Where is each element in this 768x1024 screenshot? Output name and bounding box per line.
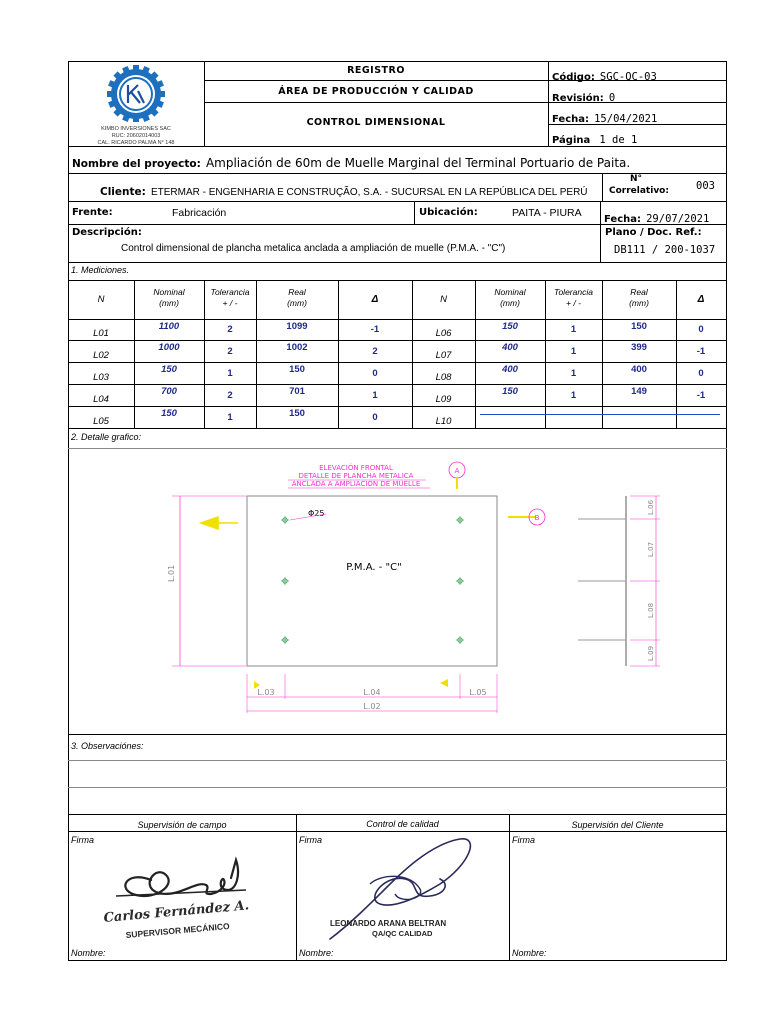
- col-header-n-left: N: [97, 294, 105, 305]
- pagina-value: 1 de 1: [599, 134, 638, 146]
- detalle-section-label: 2. Detalle grafico:: [71, 432, 142, 442]
- delta-value: 0: [372, 411, 378, 423]
- anchor-hole: [456, 636, 464, 644]
- dim-l02: L.02: [363, 702, 381, 711]
- nominal-value: 150: [502, 321, 518, 332]
- gear-logo-icon: [82, 64, 190, 122]
- tolerance-value: 1: [570, 345, 577, 357]
- tolerance-value: 1: [227, 411, 233, 423]
- client-field: [100, 180, 588, 199]
- delta-value: [676, 406, 726, 428]
- col-header-delta-right: Δ: [697, 294, 705, 305]
- col-header-real-left-label: Real: [288, 287, 306, 297]
- plano-label: Plano / Doc. Ref.:: [605, 227, 702, 238]
- nominal-value: 150: [161, 364, 177, 375]
- correlativo-label-1: N°: [629, 174, 643, 184]
- control-calidad-title: Control de calidad: [366, 819, 439, 829]
- frente-fecha-field: [604, 207, 709, 226]
- row-id: L05: [93, 416, 109, 427]
- col-header-real-right-label: Real: [630, 287, 648, 297]
- descripcion-label: Descripción:: [72, 227, 142, 238]
- row-id: L10: [435, 416, 452, 427]
- col-header-tol-right: [545, 287, 602, 309]
- frente-label: Frente:: [72, 207, 113, 218]
- plate-label: P.M.A. - "C": [346, 562, 402, 573]
- real-value: [602, 406, 676, 428]
- col-header-nominal-left: [134, 287, 204, 309]
- nominal-value: 1100: [158, 321, 180, 332]
- row-id: L08: [435, 372, 452, 383]
- dim-l09: L.09: [647, 645, 655, 661]
- delta-value: 1: [372, 389, 378, 401]
- section-b-label: B: [534, 514, 540, 522]
- delta-value: 2: [372, 345, 378, 357]
- project-value: Ampliación de 60m de Muelle Marginal del Terminal Portuario de Paita.: [205, 156, 631, 170]
- dim-l04: L.04: [363, 688, 381, 697]
- col-header-tol-right-unit: + / -: [566, 298, 581, 308]
- sig1-name: Carlos Fernández A.: [103, 898, 250, 926]
- tolerance-value: 1: [570, 389, 577, 401]
- real-value: 1002: [286, 342, 308, 353]
- real-value: 149: [631, 386, 647, 397]
- header-divider: [204, 102, 548, 103]
- nominal-value: 150: [502, 386, 518, 397]
- delta-value: 0: [372, 367, 378, 379]
- table-grid-line: [726, 280, 727, 428]
- supervision-cliente-title: Supervisión del Cliente: [571, 820, 664, 830]
- company-ruc: RUC: 20602014003: [111, 133, 161, 139]
- section-b-marker: [508, 509, 545, 525]
- revision-field: [552, 86, 615, 105]
- section-a-marker: [449, 462, 465, 489]
- anchor-hole: [456, 516, 464, 524]
- section-a-label: A: [454, 467, 460, 475]
- left-view-arrow-icon: [201, 517, 238, 529]
- nombre-label-1: Nombre:: [71, 948, 106, 958]
- descripcion-value: Control dimensional de plancha metalica anclada a ampliación de muelle (P.M.A. - "C"): [121, 243, 506, 254]
- revision-value: 0: [608, 92, 616, 104]
- dim-l07: L.07: [647, 541, 655, 557]
- supervision-campo-title: Supervisión de campo: [137, 820, 227, 830]
- tolerance-value: 2: [227, 324, 233, 335]
- col-header-tol-right-label: Tolerancia: [554, 287, 593, 297]
- nominal-value: 150: [161, 408, 177, 419]
- signature-divider: [509, 814, 510, 960]
- company-logo: [82, 64, 190, 144]
- row-divider: [602, 173, 603, 201]
- firma-label-2: Firma: [299, 835, 322, 845]
- real-value: 1099: [286, 321, 308, 332]
- col-header-tol-left-label: Tolerancia: [210, 287, 250, 297]
- tolerance-value: [545, 406, 602, 428]
- ubicacion-value: PAITA - PIURA: [512, 207, 582, 219]
- delta-value: 0: [698, 367, 704, 379]
- empty-row-line: [480, 414, 720, 415]
- frame-right: [726, 61, 727, 961]
- col-header-nominal-right: [475, 287, 545, 309]
- ubicacion-label: Ubicación:: [419, 207, 478, 218]
- nombre-label-2: Nombre:: [299, 948, 334, 958]
- dim-l03: L.03: [257, 688, 275, 697]
- real-value: 150: [289, 364, 305, 375]
- project-label: Nombre del proyecto:: [72, 158, 201, 170]
- firma-label-3: Firma: [512, 835, 535, 845]
- row-id: L06: [435, 328, 452, 339]
- gear-tooth: [159, 91, 165, 97]
- codigo-value: SGC-QC-03: [599, 71, 657, 83]
- project-field: [72, 152, 630, 171]
- dim-l05: L.05: [469, 688, 487, 697]
- anchor-hole: [281, 636, 289, 644]
- gear-tooth: [107, 91, 113, 97]
- frame-top: [68, 61, 727, 62]
- gear-tooth: [133, 117, 139, 122]
- plano-value: DB111 / 200-1037: [614, 244, 716, 256]
- col-header-tol-left: [204, 287, 256, 309]
- codigo-label: Código:: [552, 72, 595, 83]
- col-header-real-left: [256, 287, 338, 309]
- drawing-title-3: ANCLADA A AMPLIACION DE MUELLE: [291, 480, 421, 488]
- header-divider: [548, 61, 549, 147]
- gear-tooth: [133, 65, 139, 71]
- section-divider: [68, 760, 727, 761]
- row-id: L07: [435, 350, 452, 361]
- anchor-hole: [281, 577, 289, 585]
- fecha-field: [552, 107, 657, 126]
- bottom-view-arrow-icon: [440, 679, 448, 687]
- col-header-n-right: N: [440, 294, 447, 305]
- real-value: 701: [289, 386, 305, 397]
- nominal-value: 400: [502, 364, 518, 375]
- fecha-label: Fecha:: [552, 114, 590, 125]
- delta-value: 0: [698, 324, 704, 335]
- firma-label-1: Firma: [71, 835, 94, 845]
- codigo-field: [552, 65, 657, 84]
- company-address: CAL. RICARDO PALMA N° 148: [97, 140, 175, 146]
- col-header-real-left-unit: (mm): [287, 298, 307, 308]
- real-value: 400: [631, 364, 647, 375]
- nominal-value: 400: [502, 342, 518, 353]
- row-id: L02: [93, 350, 109, 361]
- frente-fecha-value: 29/07/2021: [646, 213, 710, 225]
- col-header-real-right: [602, 287, 676, 309]
- frente-value: Fabricación: [172, 207, 227, 219]
- company-name: KIMBO INVERSIONES SAC: [101, 126, 171, 132]
- doc-title-registro: REGISTRO: [347, 65, 405, 76]
- real-value: 150: [289, 408, 305, 419]
- nominal-value: 1000: [158, 342, 180, 353]
- anchor-hole: [456, 577, 464, 585]
- tolerance-value: 1: [227, 367, 233, 379]
- tolerance-value: 2: [227, 389, 233, 401]
- real-value: 399: [631, 342, 647, 353]
- dim-l01: L.01: [167, 564, 176, 582]
- nominal-value: [475, 406, 545, 428]
- nombre-label-3: Nombre:: [512, 948, 547, 958]
- tolerance-value: 1: [570, 324, 577, 335]
- signature-control-calidad: [310, 834, 500, 949]
- client-label: Cliente:: [100, 186, 146, 198]
- client-value: ETERMAR - ENGENHARIA E CONSTRUÇÃO, S.A. - SUCURSAL EN LA REPÚBLICA DEL PERÚ: [150, 187, 588, 198]
- doc-title-area: ÁREA DE PRODUCCIÓN Y CALIDAD: [278, 86, 474, 97]
- anchor-hole: [281, 516, 289, 524]
- doc-title-control: CONTROL DIMENSIONAL: [306, 117, 446, 128]
- section-divider: [68, 428, 727, 429]
- row-id: L09: [435, 394, 452, 405]
- col-header-nominal-left-label: Nominal: [153, 287, 185, 297]
- delta-value: -1: [696, 345, 706, 357]
- section-divider: [68, 734, 727, 735]
- col-header-tol-left-unit: + / -: [222, 298, 238, 308]
- col-header-nominal-left-unit: (mm): [159, 298, 179, 308]
- observaciones-section-label: 3. Observaciónes:: [71, 741, 144, 751]
- tolerance-value: 1: [570, 367, 577, 379]
- row-id: L01: [93, 328, 109, 339]
- section-divider: [68, 814, 727, 815]
- row-id: L03: [93, 372, 109, 383]
- row-divider: [600, 201, 601, 262]
- section-divider: [68, 787, 727, 788]
- diameter-label: Φ25: [308, 509, 325, 518]
- delta-value: -1: [370, 324, 380, 335]
- nominal-value: 700: [161, 386, 177, 397]
- mediciones-section-label: 1. Mediciones.: [71, 265, 130, 275]
- row-divider: [68, 201, 727, 202]
- detalle-drawing: [68, 449, 726, 734]
- col-header-delta-left: Δ: [371, 294, 379, 305]
- col-header-nominal-right-label: Nominal: [494, 287, 526, 297]
- sig2-name: LEONARDO ARANA BELTRAN: [330, 919, 447, 928]
- row-divider: [414, 201, 415, 224]
- section-divider: [68, 831, 727, 832]
- col-header-nominal-right-unit: (mm): [500, 298, 520, 308]
- row-id: L04: [93, 394, 109, 405]
- dim-l08: L.08: [647, 602, 655, 618]
- signature-divider: [296, 814, 297, 960]
- signature-supervisor-campo: [96, 850, 276, 940]
- fecha-value: 15/04/2021: [594, 113, 658, 125]
- dim-l06: L.06: [647, 499, 655, 515]
- drawing-title-2: DETALLE DE PLANCHA METALICA: [298, 472, 414, 480]
- correlativo-label-2: Correlativo:: [609, 186, 669, 196]
- pagina-field: [552, 128, 637, 147]
- frame-bottom: [68, 960, 727, 961]
- real-value: 150: [631, 321, 647, 332]
- sig1-role: SUPERVISOR MECÁNICO: [125, 920, 231, 940]
- sig2-role: QA/QC CALIDAD: [372, 929, 433, 938]
- drawing-title-1: ELEVACIÓN FRONTAL: [319, 464, 393, 472]
- frente-fecha-label: Fecha:: [604, 214, 642, 225]
- tolerance-value: 2: [227, 345, 233, 357]
- pagina-label: Página: [552, 135, 591, 146]
- delta-value: -1: [696, 389, 706, 401]
- revision-label: Revisión:: [552, 93, 604, 104]
- col-header-real-right-unit: (mm): [629, 298, 649, 308]
- row-divider: [68, 262, 727, 263]
- correlativo-value: 003: [696, 180, 715, 192]
